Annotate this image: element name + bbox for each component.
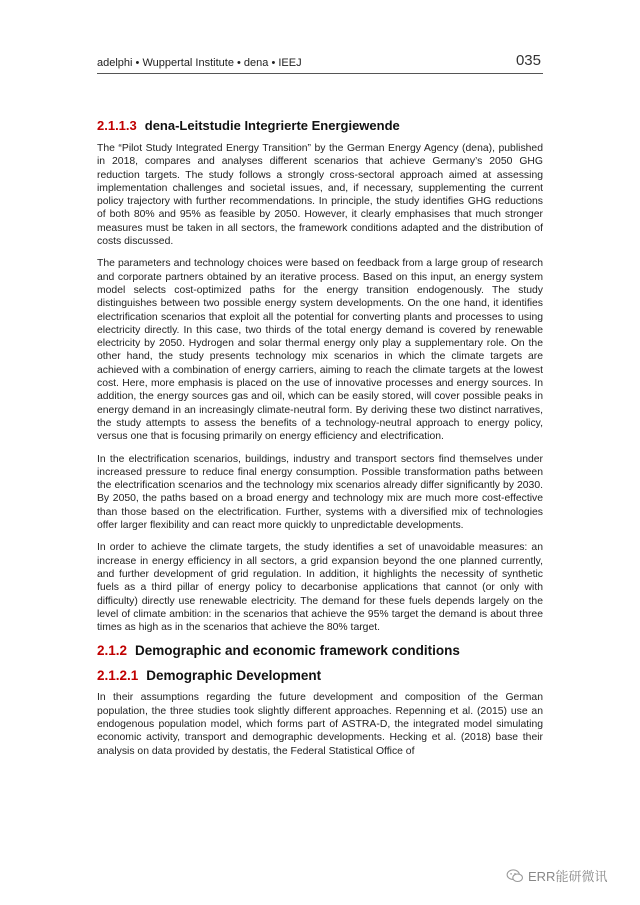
- header-divider: [97, 73, 543, 74]
- wechat-icon: [506, 869, 524, 883]
- paragraph: In the electrification scenarios, buildings, industry and transport sectors find themselves under increased pressure to reduce final energy consumption. Possible transformation paths between the electrification scenarios and the technology mix scenarios already differ significantly by 2030. By 2050, the paths based on a broad energy and technology mix are much more cost-effective than those based on the electrification. Further, systems with a diversified mix of technologies offer larger flexibility and can react more quickly to unpredictable developments.: [97, 453, 543, 532]
- watermark: [506, 866, 607, 885]
- section-title: Demographic and economic framework conditions: [135, 643, 460, 659]
- watermark-text: ERR能研微讯: [528, 869, 608, 884]
- paragraph: The “Pilot Study Integrated Energy Transition” by the German Energy Agency (dena), published in 2018, compares and analyses different scenarios that achieve Germany’s 2050 GHG reduction targets. The study follows a strongly cross-sectoral approach aimed at assessing implementation challenges and societal issues, and, if necessary, supplementing the current policy trajectory with further recommendations. In principle, the study identifies GHG reductions of both 80% and 95% as feasible by 2050. However, it clearly emphasises that much stronger measures must be taken in all sectors, the framework conditions adapted and the distribution of costs discussed.: [97, 143, 543, 248]
- section-number: 2.1.1.3: [97, 118, 137, 133]
- section-heading-2-1-2: [97, 643, 543, 658]
- section-title: Demographic Development: [146, 668, 322, 684]
- paragraph: In order to achieve the climate targets, the study identifies a set of unavoidable measures: an increase in energy efficiency in all sectors, a grid expansion beyond the one planned currently, and further development of grid regulation. In addition, it highlights the necessity of synthetic fuels as a third pillar of energy policy to decarbonise applications that cannot (or only with difficulty) directly use renewable electricity. The demand for these fuels depends largely on the level of climate ambition: in the scenarios that achieve the 95% target the demand is about three times as high as in the scenarios that achieve the 80% target.: [97, 542, 543, 634]
- section-heading-2-1-2-1: [97, 668, 543, 683]
- page-number: 035: [515, 52, 541, 69]
- header-organizations: adelphi • Wuppertal Institute • dena • IEEJ: [97, 57, 302, 69]
- paragraph: In their assumptions regarding the future development and composition of the German population, the three studies took slightly different approaches. Repenning et al. (2015) use an endogenous population model, which forms part of ASTRA-D, the integrated model simulating economic activity, transport and demographic developments. Hecking et al. (2018) base their analysis on data provided by destatis, the Federal Statistical Office of: [97, 692, 543, 757]
- page-header: [97, 50, 543, 74]
- section-number: 2.1.2.1: [97, 668, 139, 684]
- section-title: dena-Leitstudie Integrierte Energiewende: [144, 118, 400, 133]
- section-number: 2.1.2: [97, 643, 128, 659]
- document-body: [97, 118, 543, 767]
- section-heading-2-1-1-3: [97, 118, 543, 133]
- paragraph: The parameters and technology choices were based on feedback from a large group of research and corporate partners obtained by an iterative process. Based on this input, an energy system model selects cost-optimized paths for the energy transition endogenously. The study distinguishes between two possible energy system developments. On the one hand, it identifies electrification scenarios that exploit all the potential for converting plants and processes to using electricity directly. In this case, two thirds of the total energy demand is covered by renewable electricity by 2050. Hydrogen and solar thermal energy only play a supplementary role. On the other hand, the study presents technology mix scenarios in which the climate targets are achieved with a combination of energy carriers, aiming to reach the climate targets at the lowest cost. Here, more emphasis is placed on the use of innovative processes and energy sources. In addition, the energy sources gas and oil, which can be easily stored, will cover possible peaks in energy demand in an increasingly climate-neutral form. By deriving these two distinct narratives, the study attempts to assess the benefits of a technology-neutral approach to energy policy, versus one that is focusing primarily on energy efficiency and electrification.: [97, 258, 543, 443]
